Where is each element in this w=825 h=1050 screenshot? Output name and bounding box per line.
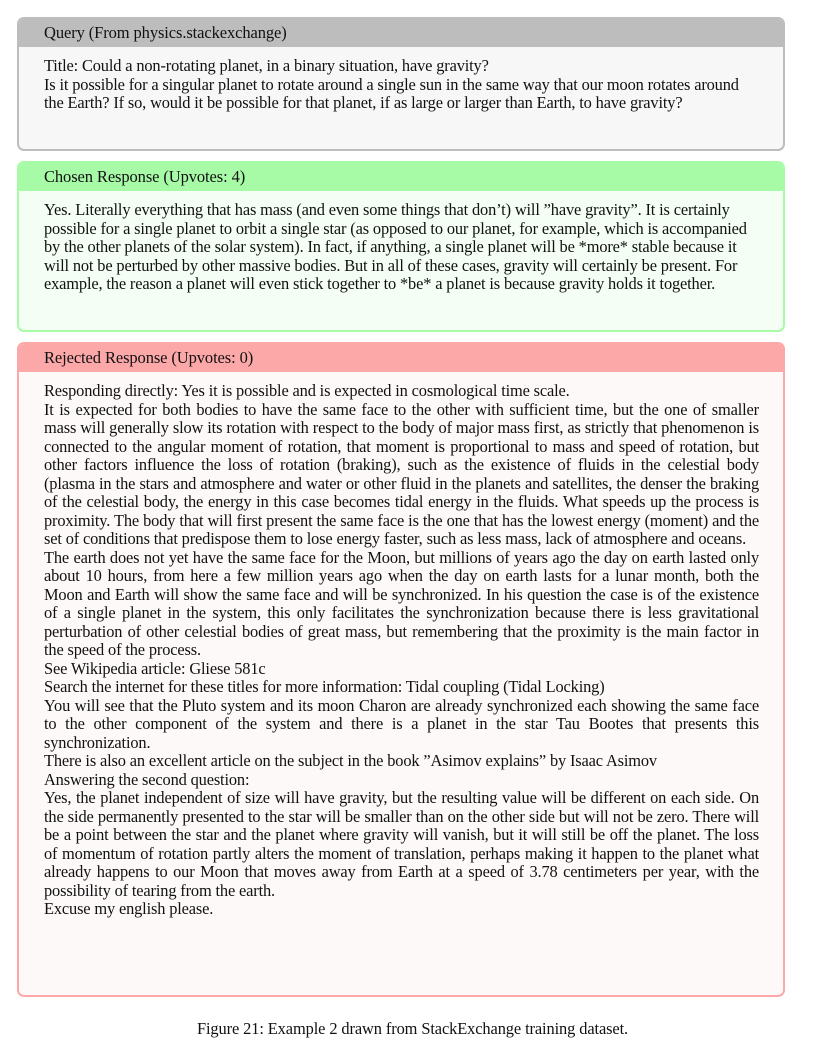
rejected-response-body bbox=[19, 372, 783, 919]
query-box bbox=[17, 17, 785, 151]
chosen-response-body bbox=[19, 191, 783, 294]
rejected-paragraph: Excuse my english please. bbox=[44, 899, 214, 918]
rejected-paragraph: There is also an excellent article on the subject in the book ”Asimov explains” by Isaac Asimov bbox=[44, 751, 657, 770]
query-title-line: Title: Could a non-rotating planet, in a binary situation, have gravity? bbox=[44, 56, 489, 75]
rejected-paragraph: Yes, the planet independent of size will have gravity, but the resulting value will be different on each side. On the side permanently presented to the star will be smaller than on the other side but will not be zero. There will be a point between the star and the planet where gravity will vanish, but it will still be off the planet. The loss of momentum of rotation partly alters the moment of translation, perhaps making it happen to the planet what already happens to our Moon that moves away from Earth at a speed of 3.78 centimeters per year, with the possibility of tearing from the earth. bbox=[44, 788, 759, 900]
figure-caption: Figure 21: Example 2 drawn from StackExchange training dataset. bbox=[196, 1019, 629, 1038]
rejected-response-box bbox=[17, 342, 785, 997]
chosen-response-text: Yes. Literally everything that has mass (and even some things that don’t) will ”have gravity”. It is certainly possible for a single planet to orbit a single star (as opposed to our planet, for example, which is accompanied by the other planets of the solar system). In fact, if anything, a single planet will be *more* stable because it will not be perturbed by other massive bodies. But in all of these cases, gravity will certainly be present. For example, the reason a planet will even stick together to *be* a planet is because gravity holds it together. bbox=[44, 200, 747, 293]
rejected-paragraph: It is expected for both bodies to have the same face to the other with sufficient time, but the one of smaller mass will generally slow its rotation with respect to the body of major mass first, as strictly that phenomenon is connected to the angular moment of rotation, that moment is proportional to mass and speed of rotation, but other factors influence the loss of rotation (braking), such as the existence of fluids in the celestial body (plasma in the stars and atmosphere and water or other fluid in the planets and satellites, the denser the braking of the celestial body, the energy in this case becomes tidal energy in the fluids. What speeds up the process is proximity. The body that will first present the same face is the one that has the lowest energy (moment) and the set of conditions that predispose them to lose energy faster, such as less mass, lack of atmosphere and oceans. bbox=[44, 399, 759, 548]
query-header: Query (From physics.stackexchange) bbox=[19, 19, 783, 47]
chosen-response-header: Chosen Response (Upvotes: 4) bbox=[19, 163, 783, 191]
query-body bbox=[19, 47, 783, 113]
rejected-paragraph: The earth does not yet have the same face for the Moon, but millions of years ago the day on earth lasted only about 10 hours, from here a few million years ago when the day on earth lasts for a lunar month, both the Moon and Earth will show the same face and will be synchronized. In his question the case is of the existence of a single planet in the system, this only facilitates the synchronization because there is less gravitational perturbation of other celestial bodies of great mass, but remembering that the proximity is the main factor in the speed of the process. bbox=[44, 547, 759, 659]
rejected-paragraph: Search the internet for these titles for more information: Tidal coupling (Tidal Locking) bbox=[44, 677, 605, 696]
rejected-response-header: Rejected Response (Upvotes: 0) bbox=[19, 344, 783, 372]
chosen-response-box bbox=[17, 161, 785, 332]
rejected-paragraph: You will see that the Pluto system and its moon Charon are already synchronized each showing the same face to the other component of the system and there is a planet in the star Tau Bootes that presents this synchronization. bbox=[44, 695, 759, 752]
query-text: Is it possible for a singular planet to rotate around a single sun in the same way that our moon rotates around the Earth? If so, would it be possible for that planet, if as large or larger than Earth, to have gravity? bbox=[44, 74, 739, 112]
rejected-paragraph: Answering the second question: bbox=[44, 769, 250, 789]
rejected-paragraph: See Wikipedia article: Gliese 581c bbox=[44, 658, 266, 678]
rejected-paragraph: Responding directly: Yes it is possible and is expected in cosmological time scale. bbox=[44, 381, 570, 400]
